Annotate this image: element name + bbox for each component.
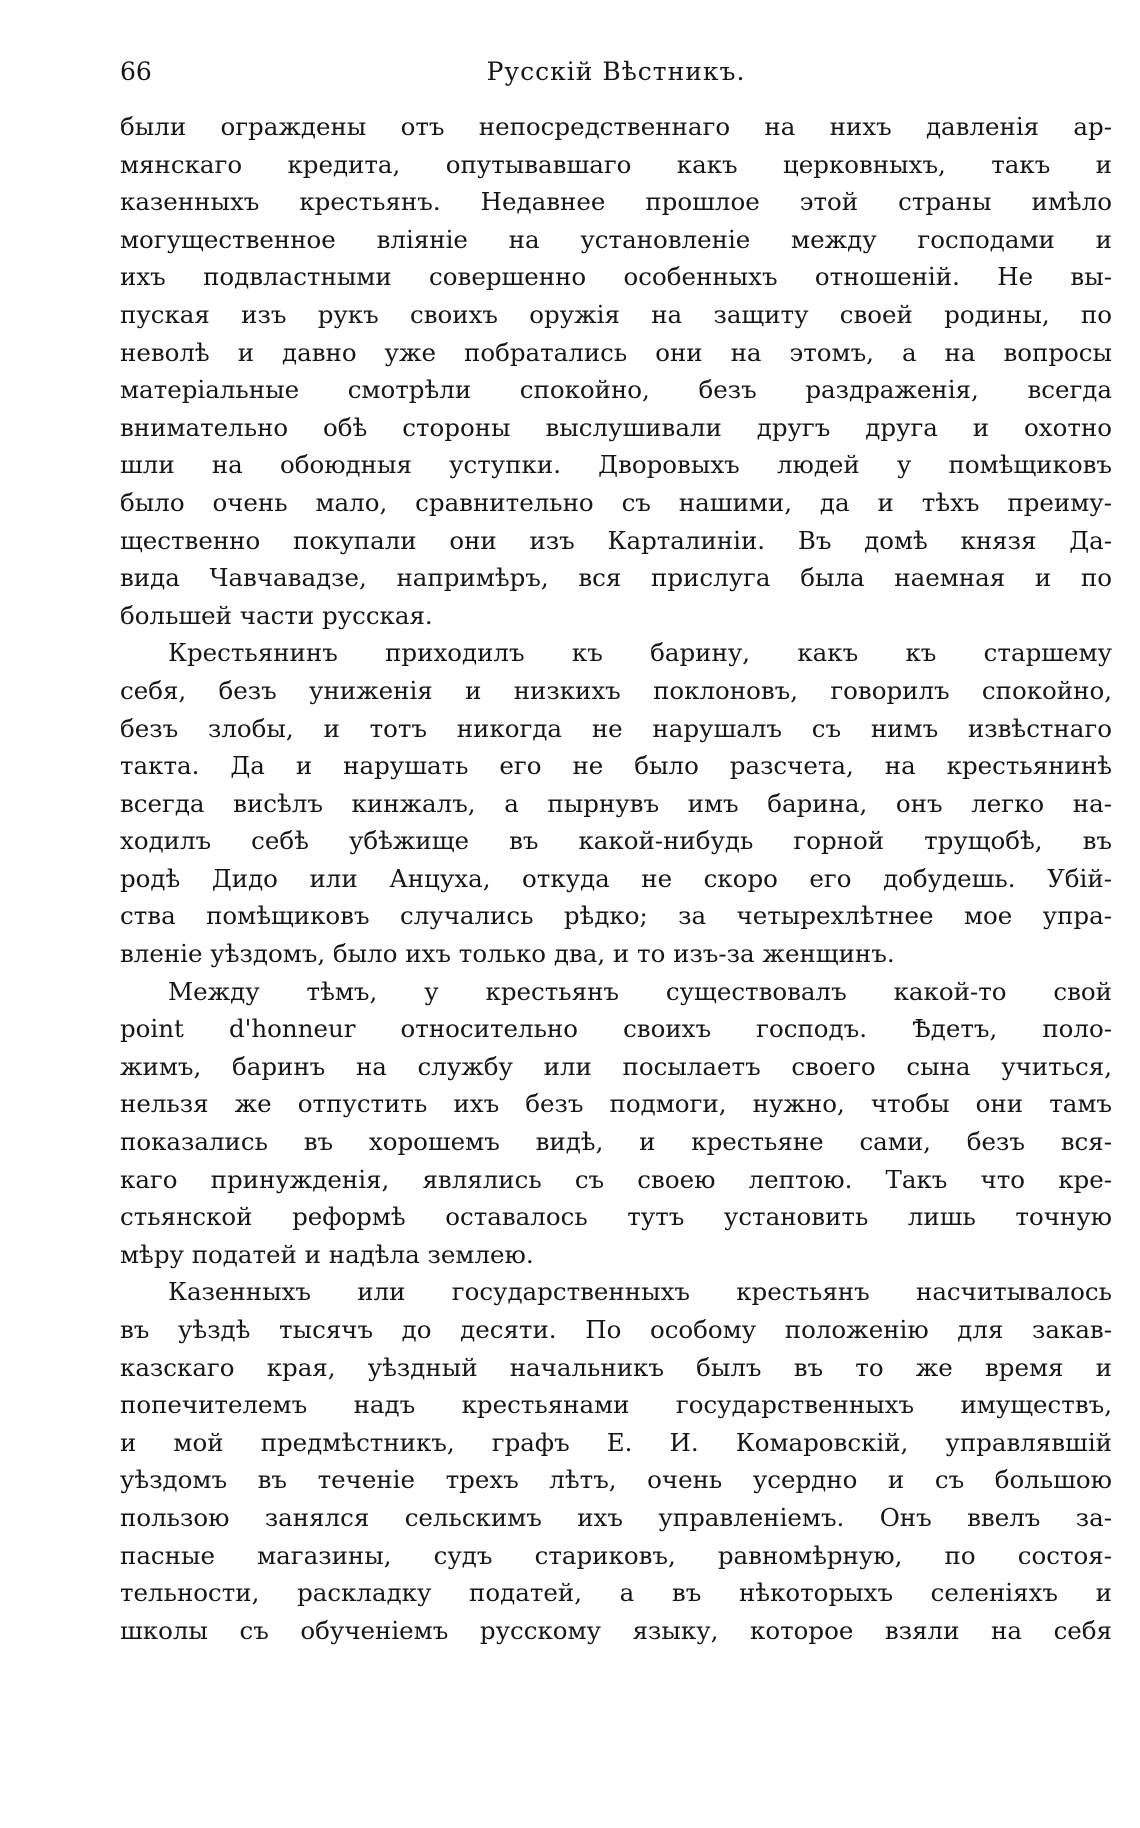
text-line: мянскаго кредита, опутывавшаго какъ церковныхъ, такъ и: [120, 149, 1112, 179]
text-line: ства помѣщиковъ случались рѣдко; за четырехлѣтнее мое упра-: [120, 901, 1112, 931]
paragraph-first-line: Казенныхъ или государственныхъ крестьянъ насчитывалось: [168, 1277, 1112, 1307]
text-line: неволѣ и давно уже побратались они на этомъ, а на вопросы: [120, 337, 1112, 367]
text-line: было очень мало, сравнительно съ нашими, да и тѣхъ преиму-: [120, 487, 1112, 517]
body-text: [120, 108, 1112, 1649]
page-header: [120, 52, 1112, 92]
text-line: вленіе уѣздомъ, было ихъ только два, и то изъ-за женщинъ.: [120, 939, 895, 969]
text-line: родѣ Дидо или Анцуха, откуда не скоро его добудешь. Убій-: [120, 863, 1112, 893]
running-title: Русскій Вѣстникъ.: [486, 57, 746, 86]
text-line: тельности, раскладку податей, а въ нѣкоторыхъ селеніяхъ и: [120, 1578, 1112, 1608]
text-line: каго принужденія, являлись съ своею лептою. Такъ что кре-: [120, 1164, 1112, 1194]
text-line: ихъ подвластными совершенно особенныхъ отношеній. Не вы-: [120, 262, 1112, 292]
text-line: пуская изъ рукъ своихъ оружія на защиту своей родины, по: [120, 299, 1112, 329]
paragraph-first-line: Крестьянинъ приходилъ къ барину, какъ къ старшему: [168, 638, 1112, 668]
paragraph-first-line: Между тѣмъ, у крестьянъ существовалъ какой-то свой: [168, 976, 1112, 1006]
text-line: шли на обоюдныя уступки. Дворовыхъ людей у помѣщиковъ: [120, 450, 1112, 480]
text-line: школы съ обученіемъ русскому языку, которое взяли на себя: [120, 1615, 1112, 1645]
text-line: себя, безъ униженія и низкихъ поклоновъ, говорилъ спокойно,: [120, 675, 1112, 705]
text-line: попечителемъ надъ крестьянами государственныхъ имуществъ,: [120, 1390, 1112, 1420]
text-line: жимъ, баринъ на службу или посылаетъ своего сына учиться,: [120, 1051, 1112, 1081]
text-line: нельзя же отпустить ихъ безъ подмоги, нужно, чтобы они тамъ: [120, 1089, 1112, 1119]
text-line: уѣздомъ въ теченіе трехъ лѣтъ, очень усердно и съ большою: [120, 1465, 1112, 1495]
text-line: пользою занялся сельскимъ ихъ управленіемъ. Онъ ввелъ за-: [120, 1502, 1112, 1532]
text-line: стьянской реформѣ оставалось тутъ установить лишь точную: [120, 1202, 1112, 1232]
text-line: point d'honneur относительно своихъ господъ. Ѣдетъ, поло-: [120, 1014, 1112, 1044]
text-line: казенныхъ крестьянъ. Недавнее прошлое этой страны имѣло: [120, 187, 1112, 217]
text-line: вида Чавчавадзе, напримѣръ, вся прислуга была наемная и по: [120, 563, 1112, 593]
text-line: мѣру податей и надѣла землею.: [120, 1239, 534, 1269]
text-line: показались въ хорошемъ видѣ, и крестьяне сами, безъ вся-: [120, 1127, 1112, 1157]
text-line: внимательно обѣ стороны выслушивали другъ друга и охотно: [120, 412, 1112, 442]
text-line: казскаго края, уѣздный начальникъ былъ въ то же время и: [120, 1352, 1112, 1382]
text-line: безъ злобы, и тотъ никогда не нарушалъ съ нимъ извѣстнаго: [120, 713, 1112, 743]
page-number: 66: [120, 57, 152, 86]
text-line: такта. Да и нарушать его не было разсчета, на крестьянинѣ: [120, 751, 1112, 781]
text-line: и мой предмѣстникъ, графъ Е. И. Комаровскій, управлявшій: [120, 1427, 1112, 1457]
text-line: щественно покупали они изъ Карталиніи. Въ домѣ князя Да-: [120, 525, 1112, 555]
text-line: большей части русская.: [120, 600, 433, 630]
text-line: всегда висѣлъ кинжалъ, а пырнувъ имъ барина, онъ легко на-: [120, 788, 1112, 818]
text-line: были ограждены отъ непосредственнаго на нихъ давленія ар-: [120, 112, 1112, 141]
text-line: пасные магазины, судъ стариковъ, равномѣрную, по состоя-: [120, 1540, 1112, 1570]
text-line: въ уѣздѣ тысячъ до десяти. По особому положенію для закав-: [120, 1315, 1112, 1344]
text-line: матеріальные смотрѣли спокойно, безъ раздраженія, всегда: [120, 375, 1112, 405]
text-line: ходилъ себѣ убѣжище въ какой-нибудь горной трущобѣ, въ: [120, 826, 1112, 856]
text-line: могущественное вліяніе на установленіе между господами и: [120, 224, 1112, 254]
